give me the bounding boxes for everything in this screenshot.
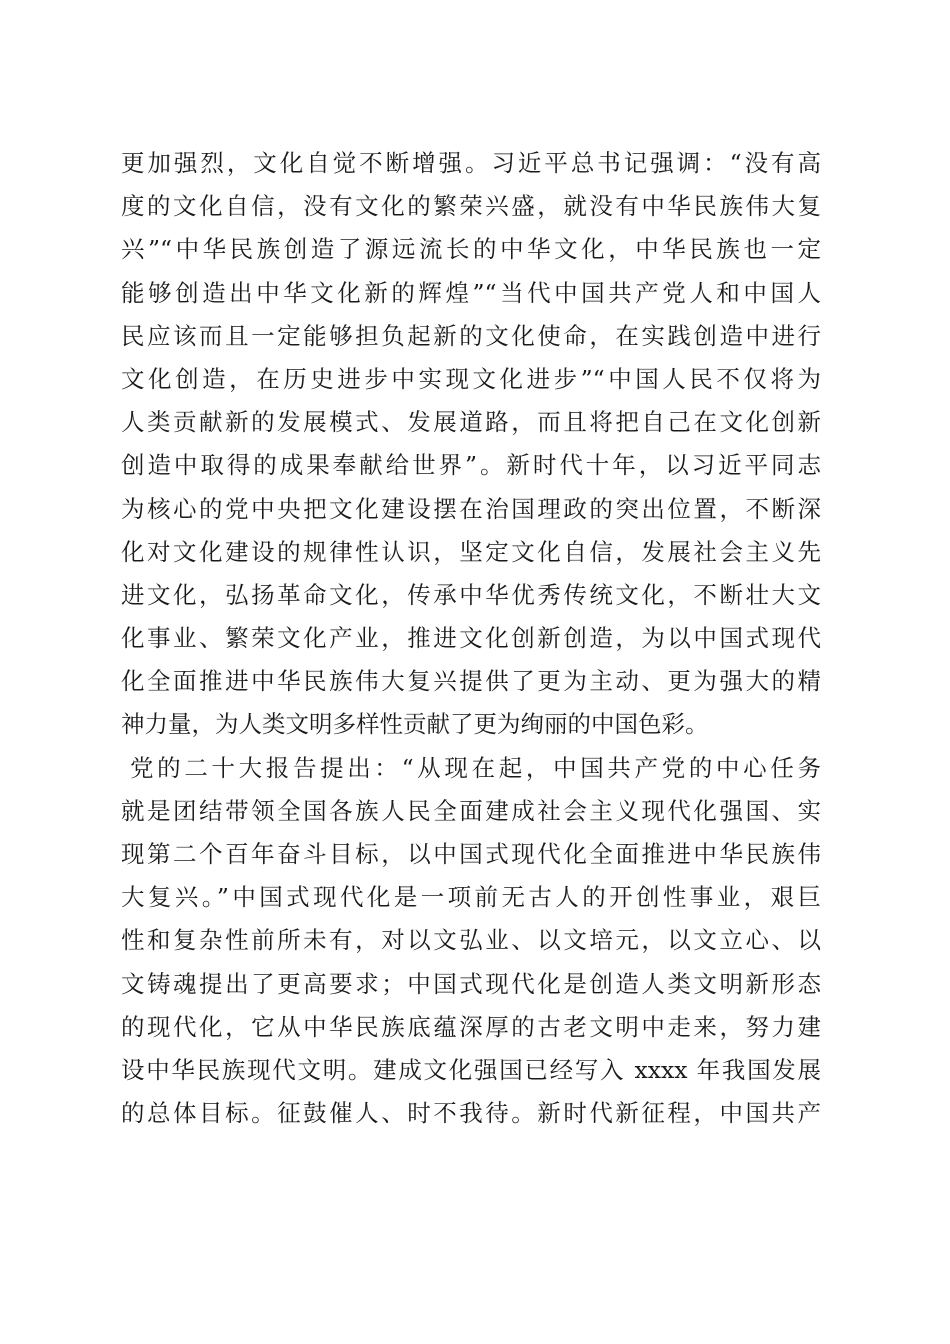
text-line: 文化创造，在历史进步中实现文化进步”“中国人民不仅将为 [121, 364, 821, 393]
text-line: 更加强烈，文化自觉不断增强。习近平总书记强调：“没有高 [121, 149, 821, 177]
text-line: 文铸魂提出了更高要求；中国式现代化是创造人类文明新形态 [121, 969, 821, 998]
text-line: 化对文化建设的规律性认识，坚定文化自信，发展社会主义先 [121, 537, 821, 566]
text-line: 民应该而且一定能够担负起新的文化使命，在实践创造中进行 [121, 321, 821, 350]
text-line: 党的二十大报告提出：“从现在起，中国共产党的中心任务 [130, 753, 821, 782]
body-text [121, 142, 821, 1135]
text-line: 的总体目标。征鼓催人、时不我待。新时代新征程，中国共产 [121, 1099, 821, 1128]
paragraph-2 [121, 747, 821, 1136]
text-line: 为核心的党中央把文化建设摆在治国理政的突出位置，不断深 [121, 494, 821, 523]
paragraph-1 [121, 142, 821, 747]
text-line: 兴”“中华民族创造了源远流长的中华文化，中华民族也一定 [121, 235, 821, 264]
text-line: 度的文化自信，没有文化的繁荣兴盛，就没有中华民族伟大复 [121, 192, 821, 221]
text-line: 进文化，弘扬革命文化，传承中华优秀传统文化，不断壮大文 [121, 580, 821, 609]
text-line: 设中华民族现代文明。建成文化强国已经写入 xxxx 年我国发展 [121, 1055, 821, 1084]
text-line: 现第二个百年奋斗目标，以中国式现代化全面推进中华民族伟 [121, 840, 821, 868]
text-line: 的现代化，它从中华民族底蕴深厚的古老文明中走来，努力建 [121, 1012, 821, 1041]
text-line: 就是团结带领全国各族人民全面建成社会主义现代化强国、实 [121, 796, 821, 825]
text-line: 神力量，为人类文明多样性贡献了更为绚丽的中国色彩。 [121, 710, 709, 739]
text-line: 性和复杂性前所未有，对以文弘业、以文培元，以文立心、以 [121, 926, 821, 955]
text-line: 人类贡献新的发展模式、发展道路，而且将把自己在文化创新 [121, 408, 821, 437]
text-line: 能够创造出中华文化新的辉煌”“当代中国共产党人和中国人 [121, 278, 821, 307]
text-line: 创造中取得的成果奉献给世界”。新时代十年，以习近平同志 [121, 451, 821, 480]
text-line: 大复兴。”中国式现代化是一项前无古人的开创性事业，艰巨 [121, 883, 821, 912]
text-line: 化全面推进中华民族伟大复兴提供了更为主动、更为强大的精 [121, 667, 821, 696]
text-line: 化事业、繁荣文化产业，推进文化创新创造，为以中国式现代 [121, 624, 821, 653]
